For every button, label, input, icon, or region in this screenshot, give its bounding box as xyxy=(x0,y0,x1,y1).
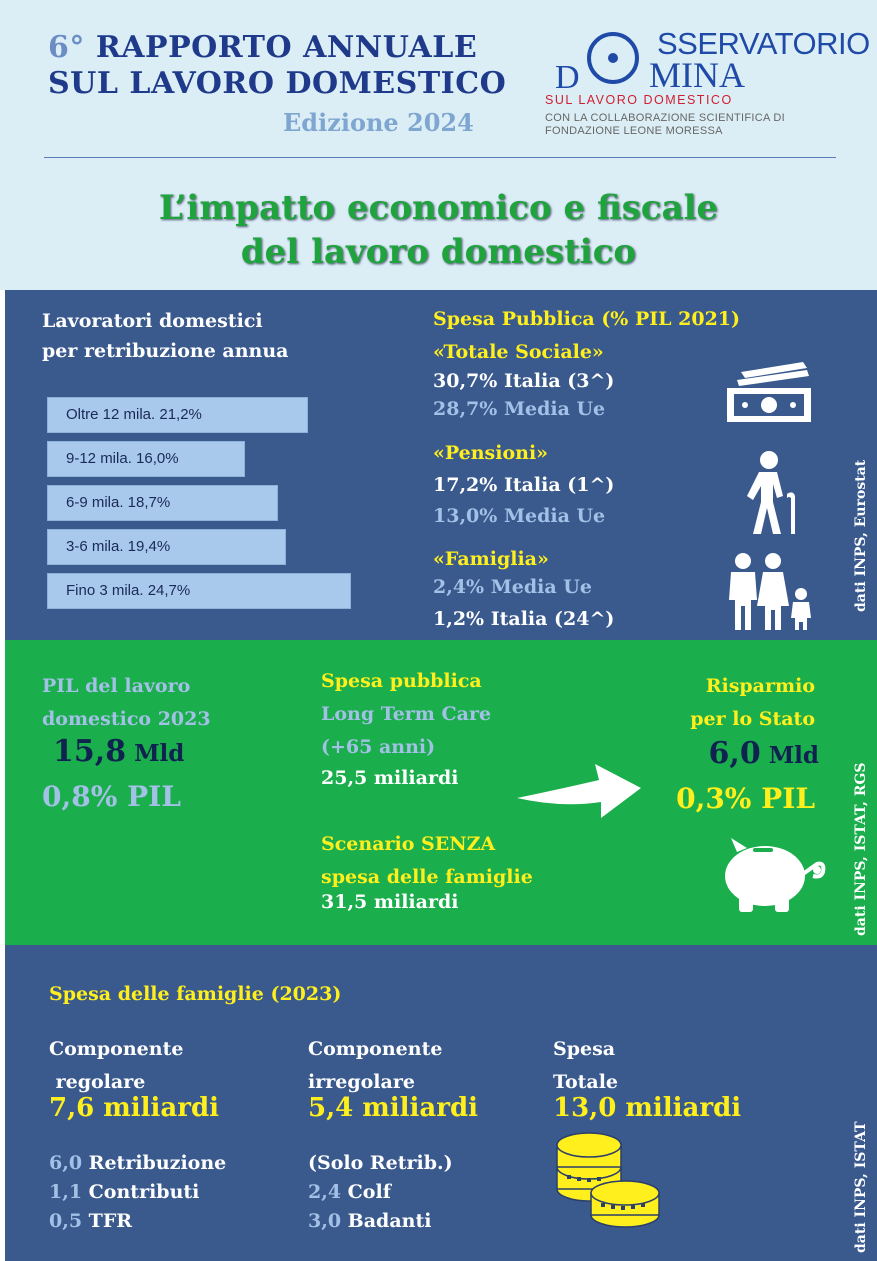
regolare-title xyxy=(49,1033,183,1099)
irregolare-items xyxy=(308,1149,453,1236)
irregolare-item-label: Colf xyxy=(341,1181,391,1203)
pil-title xyxy=(42,670,211,736)
scenario-title-line1: Scenario SENZA xyxy=(321,833,496,855)
section-spesa-famiglie xyxy=(5,945,877,1261)
risparmio-percent: 0,3% PIL xyxy=(676,782,815,815)
regolare-item xyxy=(49,1207,226,1236)
logo-word-mina: MINA xyxy=(649,55,745,95)
famiglia-ue: 2,4% Media Ue xyxy=(433,576,592,598)
logo-word-osservatorio: SSERVATORIO xyxy=(657,26,870,61)
regolare-item-label: Retribuzione xyxy=(82,1152,227,1174)
coins-icon xyxy=(553,1131,665,1231)
bar-2 xyxy=(47,485,278,521)
bar-4 xyxy=(47,573,351,609)
section-spesa-pubblica xyxy=(5,290,877,640)
scenario-title-line2: spesa delle famiglie xyxy=(321,866,533,888)
irregolare-item-value: 2,4 xyxy=(308,1181,342,1203)
regolare-item-value: 0,5 xyxy=(49,1210,83,1232)
regolare-item xyxy=(49,1178,226,1207)
pensioni-label: «Pensioni» xyxy=(433,442,549,464)
scenario-value: 31,5 miliardi xyxy=(321,891,459,913)
irregolare-note: (Solo Retrib.) xyxy=(308,1152,453,1174)
logo xyxy=(545,26,870,146)
totale-value: 13,0 miliardi xyxy=(553,1093,742,1123)
page-title-line1: L’impatto economico e fiscale xyxy=(158,188,719,228)
report-title xyxy=(48,30,506,102)
irregolare-value: 5,4 miliardi xyxy=(308,1093,479,1123)
bar-label: 9-12 mila. 16,0% xyxy=(66,450,179,467)
risparmio-title-line1: Risparmio xyxy=(705,675,815,697)
totale-title xyxy=(553,1033,618,1099)
regolare-title-line1: Componente xyxy=(49,1038,184,1060)
elderly-icon xyxy=(737,450,803,536)
pil-value-number: 15,8 xyxy=(53,734,127,769)
irregolare-title-line1: Componente xyxy=(308,1038,443,1060)
totale-title-line1: Spesa xyxy=(553,1038,616,1060)
section-risparmio xyxy=(5,640,877,945)
pensioni-italia: 17,2% Italia (1^) xyxy=(433,474,615,496)
risparmio-title xyxy=(690,670,815,736)
source-eurostat: dati INPS, Eurostat xyxy=(853,459,869,612)
bar-label: Fino 3 mila. 24,7% xyxy=(66,582,191,599)
report-number: 6° xyxy=(48,30,85,65)
regolare-item-label: TFR xyxy=(82,1210,133,1232)
pil-value-unit: Mld xyxy=(126,740,185,767)
bar-label: Oltre 12 mila. 21,2% xyxy=(66,406,202,423)
ltc-title: Spesa pubblica xyxy=(321,670,482,692)
page-title xyxy=(0,186,877,274)
famiglia-italia: 1,2% Italia (24^) xyxy=(433,608,615,630)
pil-title-line2: domestico 2023 xyxy=(42,708,211,730)
totale-sociale-ue: 28,7% Media Ue xyxy=(433,398,606,420)
regolare-items xyxy=(49,1149,226,1236)
bar-label: 6-9 mila. 18,7% xyxy=(66,494,171,511)
bar-3 xyxy=(47,529,286,565)
retribuzione-title-line1: Lavoratori domestici xyxy=(42,310,263,332)
bar-label: 3-6 mila. 19,4% xyxy=(66,538,171,555)
totale-sociale-italia: 30,7% Italia (3^) xyxy=(433,370,615,392)
header-divider xyxy=(44,157,836,158)
piggy-bank-icon xyxy=(717,834,829,914)
totale-title-line2: Totale xyxy=(553,1071,619,1093)
retribuzione-title xyxy=(42,306,288,366)
report-title-line1: RAPPORTO ANNUALE xyxy=(84,30,478,65)
header xyxy=(0,0,877,290)
source-istat: dati INPS, ISTAT xyxy=(853,1121,869,1253)
logo-collaboration: CON LA COLLABORAZIONE SCIENTIFICA DI FONDAZIONE LEONE MORESSA xyxy=(545,112,786,137)
risparmio-value-unit: Mld xyxy=(760,742,819,769)
money-icon xyxy=(723,358,815,426)
report-title-line2: SUL LAVORO DOMESTICO xyxy=(48,66,507,101)
irregolare-item xyxy=(308,1207,453,1236)
irregolare-title-line2: irregolare xyxy=(308,1071,415,1093)
pil-value xyxy=(53,734,184,769)
arrow-right-icon xyxy=(515,760,645,822)
irregolare-item-label: Badanti xyxy=(341,1210,432,1232)
regolare-item xyxy=(49,1149,226,1178)
risparmio-value xyxy=(709,736,820,771)
pil-percent: 0,8% PIL xyxy=(42,780,181,813)
source-rgs: dati INPS, ISTAT, RGS xyxy=(853,762,869,936)
spesa-pubblica-title: Spesa Pubblica (% PIL 2021) xyxy=(433,308,740,330)
retribuzione-title-line2: per retribuzione annua xyxy=(42,340,289,362)
edition-label: Edizione 2024 xyxy=(283,108,474,137)
regolare-title-line2: regolare xyxy=(49,1071,146,1093)
ltc-age: (+65 anni) xyxy=(321,736,436,758)
irregolare-item xyxy=(308,1178,453,1207)
pensioni-ue: 13,0% Media Ue xyxy=(433,505,606,527)
famiglie-title: Spesa delle famiglie (2023) xyxy=(49,983,342,1005)
regolare-item-label: Contributi xyxy=(82,1181,200,1203)
ltc-subtitle: Long Term Care xyxy=(321,703,492,725)
totale-sociale-label: «Totale Sociale» xyxy=(433,341,604,363)
regolare-item-value: 1,1 xyxy=(49,1181,83,1203)
famiglia-label: «Famiglia» xyxy=(433,548,549,570)
pil-title-line1: PIL del lavoro xyxy=(42,675,191,697)
ltc-value: 25,5 miliardi xyxy=(321,767,459,789)
risparmio-value-number: 6,0 xyxy=(708,736,761,771)
risparmio-title-line2: per lo Stato xyxy=(690,708,815,730)
logo-circle-icon xyxy=(585,30,641,86)
logo-letter-d: D xyxy=(555,59,580,96)
family-icon xyxy=(727,552,815,632)
regolare-item-value: 6,0 xyxy=(49,1152,83,1174)
irregolare-title xyxy=(308,1033,442,1099)
page-title-line2: del lavoro domestico xyxy=(240,232,637,272)
logo-subtitle: SUL LAVORO DOMESTICO xyxy=(545,93,733,107)
irregolare-item-value: 3,0 xyxy=(308,1210,342,1232)
regolare-value: 7,6 miliardi xyxy=(49,1093,220,1123)
bar-1 xyxy=(47,441,245,477)
scenario-title xyxy=(321,828,533,894)
bar-0 xyxy=(47,397,308,433)
